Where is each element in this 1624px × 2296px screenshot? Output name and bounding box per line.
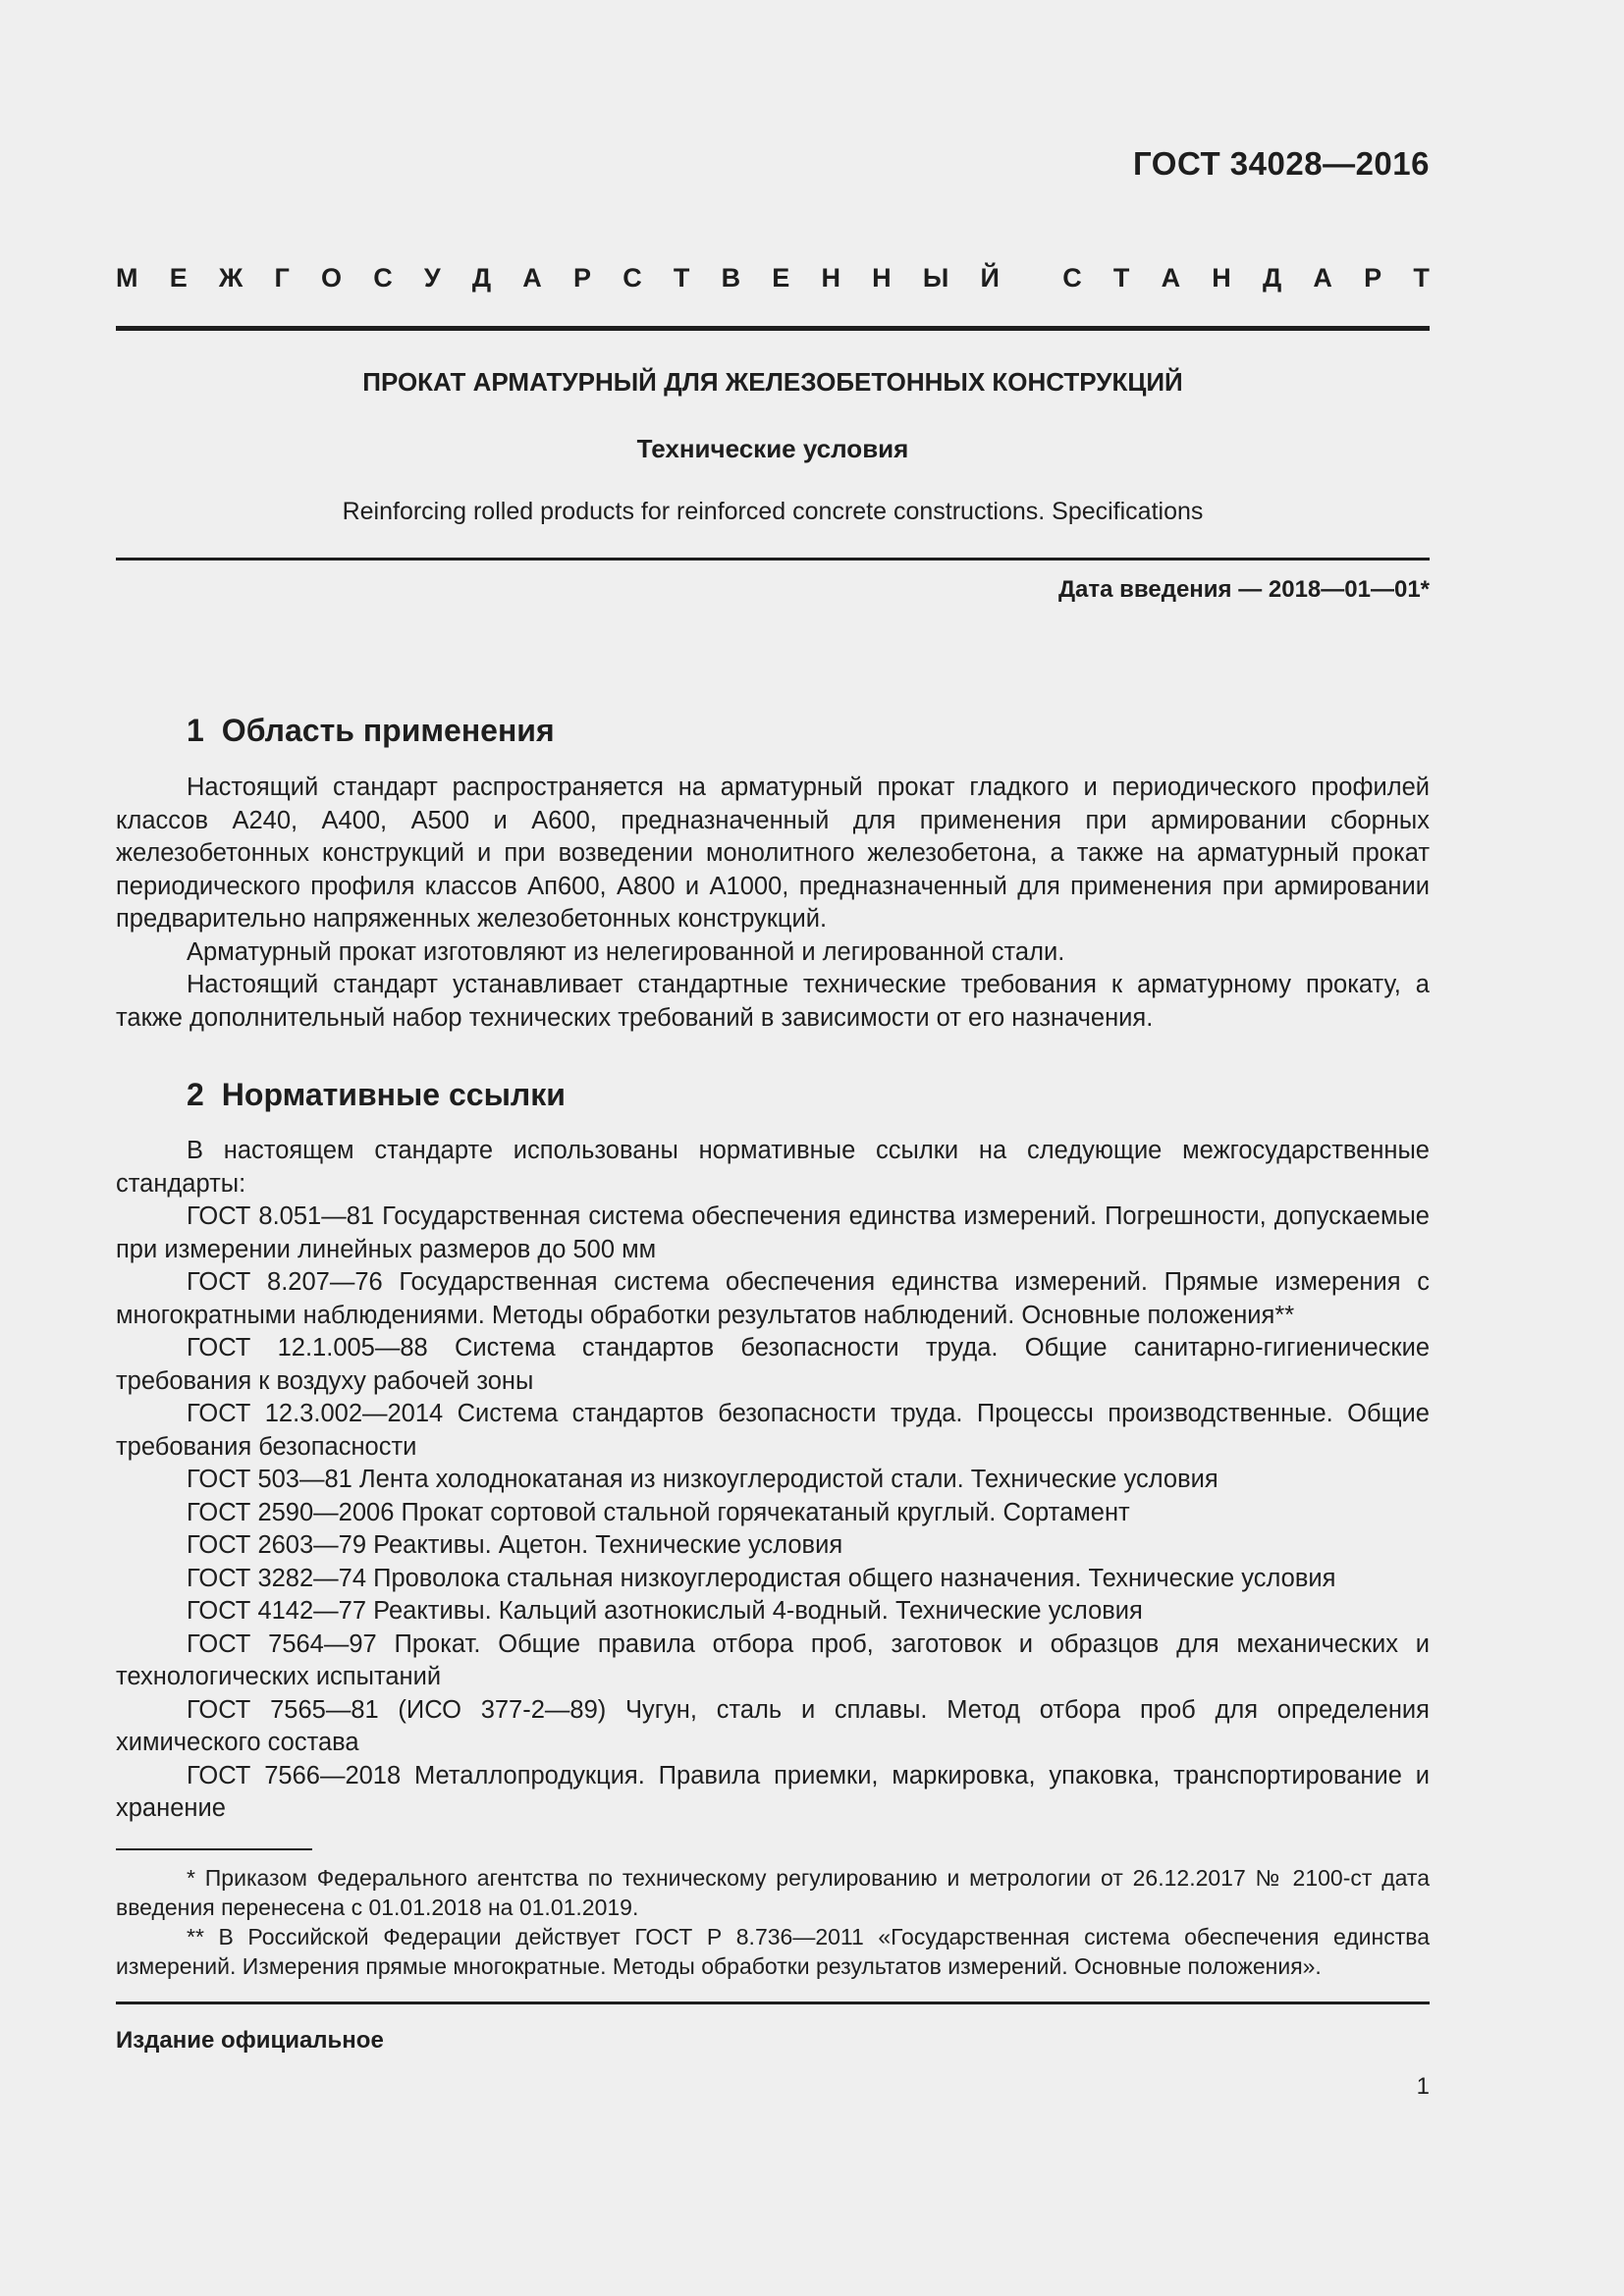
header-rule — [116, 326, 1430, 331]
standard-type-heading — [116, 263, 1430, 294]
letter: Д — [471, 263, 492, 293]
reference-item: ГОСТ 7564—97 Прокат. Общие правила отбора проб, заготовок и образцов для механических и технологических испытаний — [116, 1629, 1430, 1690]
letter: А — [1161, 263, 1181, 293]
section-number: 2 — [187, 1077, 204, 1112]
letter: Г — [274, 263, 290, 293]
letter: С — [623, 263, 642, 293]
english-title: Reinforcing rolled products for reinforced concrete constructions. Specifications — [342, 498, 1204, 525]
letter: О — [320, 263, 342, 293]
paragraph: Арматурный прокат изготовляют из нелегированной и легированной стали. — [187, 937, 1065, 966]
letter: Н — [1212, 263, 1231, 293]
letter: А — [522, 263, 542, 293]
footer-rule — [116, 2002, 1430, 2004]
paragraph: В настоящем стандарте использованы нормативные ссылки на следующие межгосударственные стандарты: — [116, 1137, 1430, 1198]
letter: Й — [980, 263, 1000, 293]
reference-item: ГОСТ 8.051—81 Государственная система обеспечения единства измерений. Погрешности, допускаемые при измерении линейных размеров до 500 мм — [116, 1202, 1430, 1263]
footnote: ** В Российской Федерации действует ГОСТ Р 8.736—2011 «Государственная система обеспечения единства измерений. Измерения прямые многократные. Методы обработки результатов измерений. Основные положения». — [116, 1924, 1430, 1979]
document-title: ПРОКАТ АРМАТУРНЫЙ ДЛЯ ЖЕЛЕЗОБЕТОННЫХ КОНСТРУКЦИЙ — [362, 367, 1183, 397]
letter: Т — [1112, 263, 1130, 293]
letter: У — [423, 263, 441, 293]
document-subtitle: Технические условия — [636, 434, 909, 463]
letter: Р — [572, 263, 591, 293]
section-title: Нормативные ссылки — [221, 1077, 566, 1112]
reference-item: ГОСТ 503—81 Лента холоднокатаная из низкоуглеродистой стали. Технические условия — [187, 1466, 1218, 1493]
section-1-heading — [187, 713, 555, 749]
letter: Ж — [218, 263, 244, 293]
section-2-heading — [187, 1077, 566, 1113]
footnote-rule — [116, 1848, 312, 1850]
reference-item: ГОСТ 2603—79 Реактивы. Ацетон. Технические условия — [187, 1531, 843, 1559]
reference-item: ГОСТ 12.3.002—2014 Система стандартов безопасности труда. Процессы производственные. Общие требования безопасности — [116, 1400, 1430, 1461]
letter: С — [1062, 263, 1082, 293]
official-edition-label: Издание официальное — [116, 2027, 384, 2054]
letter: В — [721, 263, 741, 293]
letter: Д — [1262, 263, 1282, 293]
section-title: Область применения — [221, 713, 555, 748]
introduction-date: Дата введения — 2018—01—01* — [1057, 576, 1430, 603]
section-2-body — [116, 1135, 1430, 1826]
reference-item: ГОСТ 7565—81 (ИСО 377-2—89) Чугун, сталь и сплавы. Метод отбора проб для определения химического состава — [116, 1695, 1430, 1756]
section-number: 1 — [187, 713, 204, 748]
footnotes — [116, 1863, 1430, 1981]
letter: Н — [872, 263, 892, 293]
letter: Н — [821, 263, 840, 293]
reference-item: ГОСТ 2590—2006 Прокат сортовой стальной горячекатаный круглый. Сортамент — [187, 1498, 1130, 1526]
reference-item: ГОСТ 12.1.005—88 Система стандартов безопасности труда. Общие санитарно-гигиенические требования к воздуху рабочей зоны — [116, 1334, 1430, 1395]
letter: Р — [1364, 263, 1382, 293]
paragraph: Настоящий стандарт устанавливает стандартные технические требования к арматурному прокату, а также дополнительный набор технических требований в зависимости от его назначения. — [116, 971, 1430, 1032]
reference-item: ГОСТ 8.207—76 Государственная система обеспечения единства измерений. Прямые измерения с многократными наблюдениями. Методы обработки результатов наблюдений. Основные положения** — [116, 1268, 1430, 1329]
title-rule — [116, 558, 1430, 561]
section-1-body — [116, 772, 1430, 1035]
paragraph: Настоящий стандарт распространяется на арматурный прокат гладкого и периодического профилей классов А240, А400, А500 и А600, предназначенный для применения при армировании сборных железобетонных конструкций и при возведении монолитного железобетона, а также на арматурный прокат периодического профиля классов Ап600, А800 и А1000, предназначенный для применения при армировании предварительно напряженных железобетонных конструкций. — [116, 774, 1430, 933]
document-page — [116, 0, 1430, 2296]
page-number: 1 — [1416, 2073, 1430, 2100]
letter: Т — [1413, 263, 1430, 293]
letter: А — [1313, 263, 1332, 293]
letter: Е — [169, 263, 188, 293]
letter: Е — [772, 263, 790, 293]
letter: М — [116, 263, 138, 293]
letter: С — [373, 263, 393, 293]
reference-item: ГОСТ 4142—77 Реактивы. Кальций азотнокислый 4-водный. Технические условия — [187, 1597, 1143, 1625]
document-number: ГОСТ 34028—2016 — [1133, 145, 1430, 182]
letter: Ы — [922, 263, 949, 293]
reference-item: ГОСТ 7566—2018 Металлопродукция. Правила приемки, маркировка, упаковка, транспортирование и хранение — [116, 1761, 1430, 1822]
letter: Т — [673, 263, 690, 293]
reference-item: ГОСТ 3282—74 Проволока стальная низкоуглеродистая общего назначения. Технические условия — [187, 1564, 1336, 1592]
footnote: * Приказом Федерального агентства по техническому регулированию и метрологии от 26.12.2017 № 2100-ст дата введения перенесена с 01.01.2018 на 01.01.2019. — [116, 1865, 1430, 1920]
